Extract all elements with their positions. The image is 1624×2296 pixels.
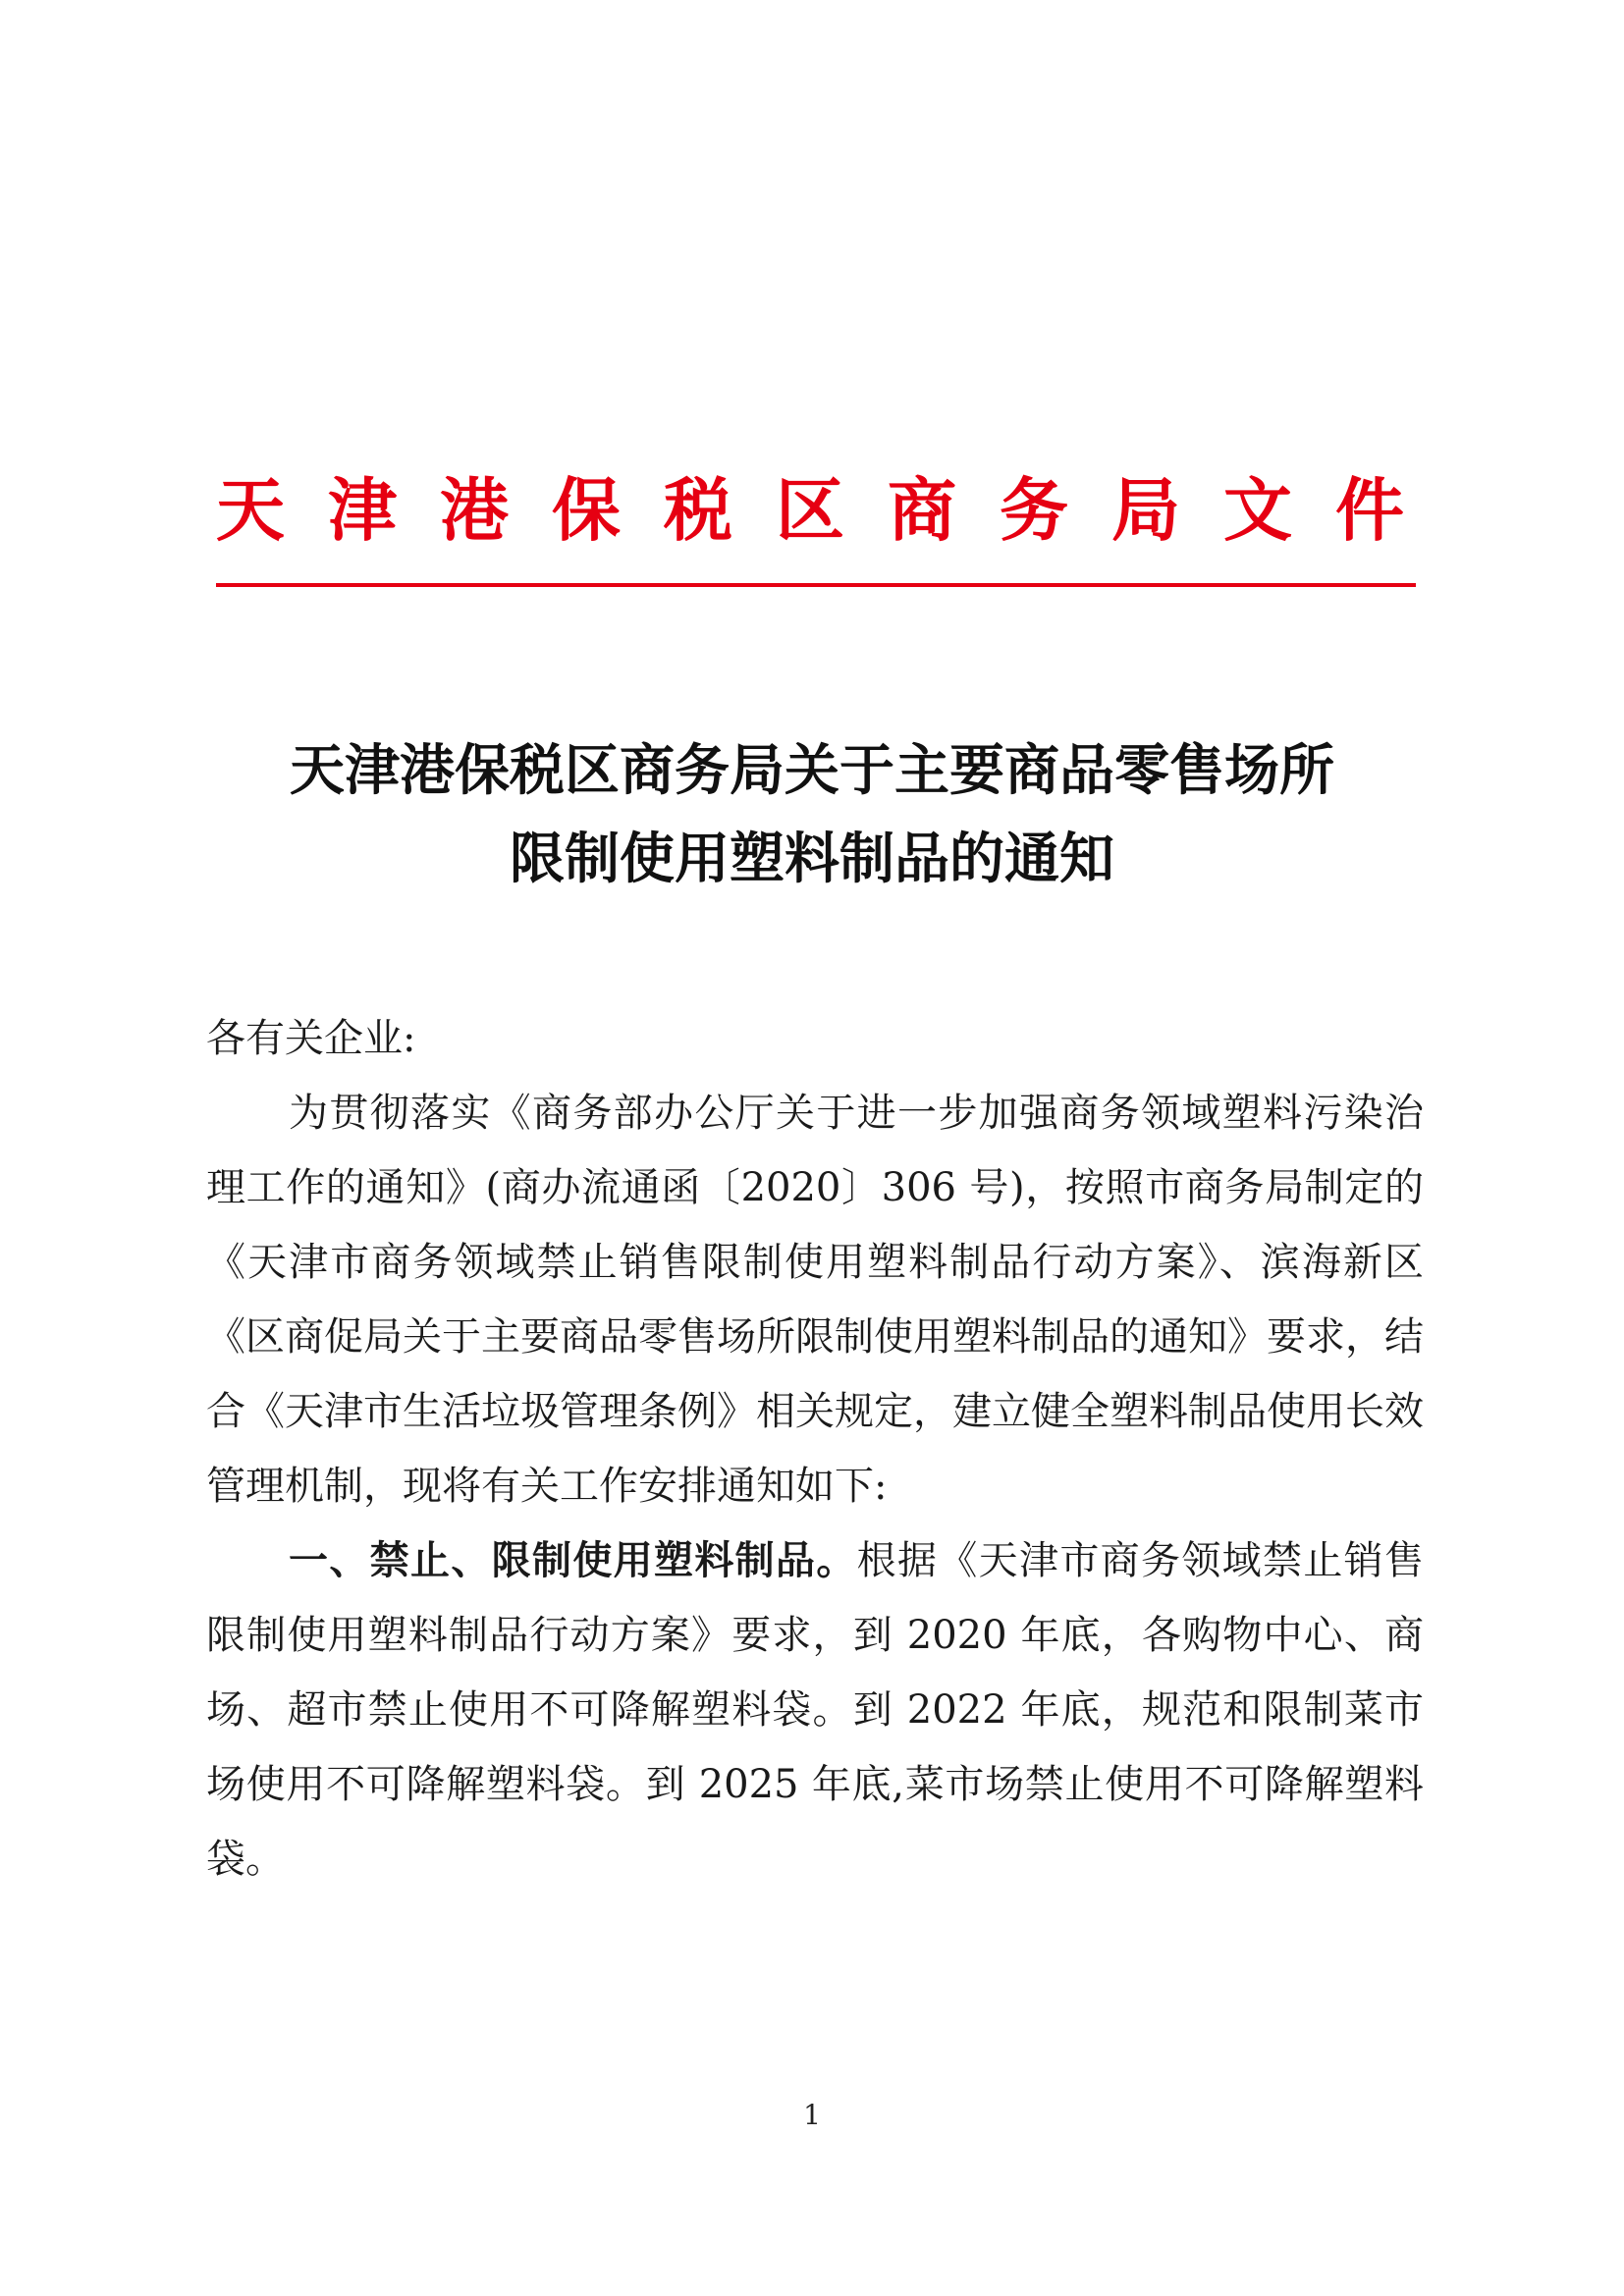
document-body bbox=[206, 1001, 1424, 1896]
document-title-line-2: 限制使用塑料制品的通知 bbox=[510, 827, 1114, 891]
section-1-text: 根据《天津市商务领域禁止销售限制使用塑料制品行动方案》要求，到 2020 年底，各购物中心、商场、超市禁止使用不可降解塑料袋。到 2022 年底，规范和限制菜市场使用不可降解塑料袋。到 2025 年底,菜市场禁止使用不可降解塑料袋。 bbox=[206, 1538, 1425, 1882]
paragraph-intro: 为贯彻落实《商务部办公厅关于进一步加强商务领域塑料污染治理工作的通知》(商办流通函〔2020〕306 号)，按照市商务局制定的《天津市商务领域禁止销售限制使用塑料制品行动方案》、滨海新区《区商促局关于主要商品零售场所限制使用塑料制品的通知》要求，结合《天津市生活垃圾管理条例》相关规定，建立健全塑料制品使用长效管理机制，现将有关工作安排通知如下: bbox=[206, 1091, 1424, 1509]
document-title-line-1: 天津港保税区商务局关于主要商品零售场所 bbox=[290, 738, 1334, 803]
salutation: 各有关企业: bbox=[206, 1016, 416, 1061]
document-header-title: 天津港保税区商务局文件 bbox=[216, 469, 1447, 551]
page-number: 1 bbox=[803, 2099, 821, 2131]
document-title bbox=[196, 726, 1428, 903]
header-red-rule bbox=[216, 583, 1416, 587]
section-1-heading: 一、禁止、限制使用塑料制品。 bbox=[289, 1537, 857, 1583]
paragraph-section-1 bbox=[206, 1523, 1424, 1896]
